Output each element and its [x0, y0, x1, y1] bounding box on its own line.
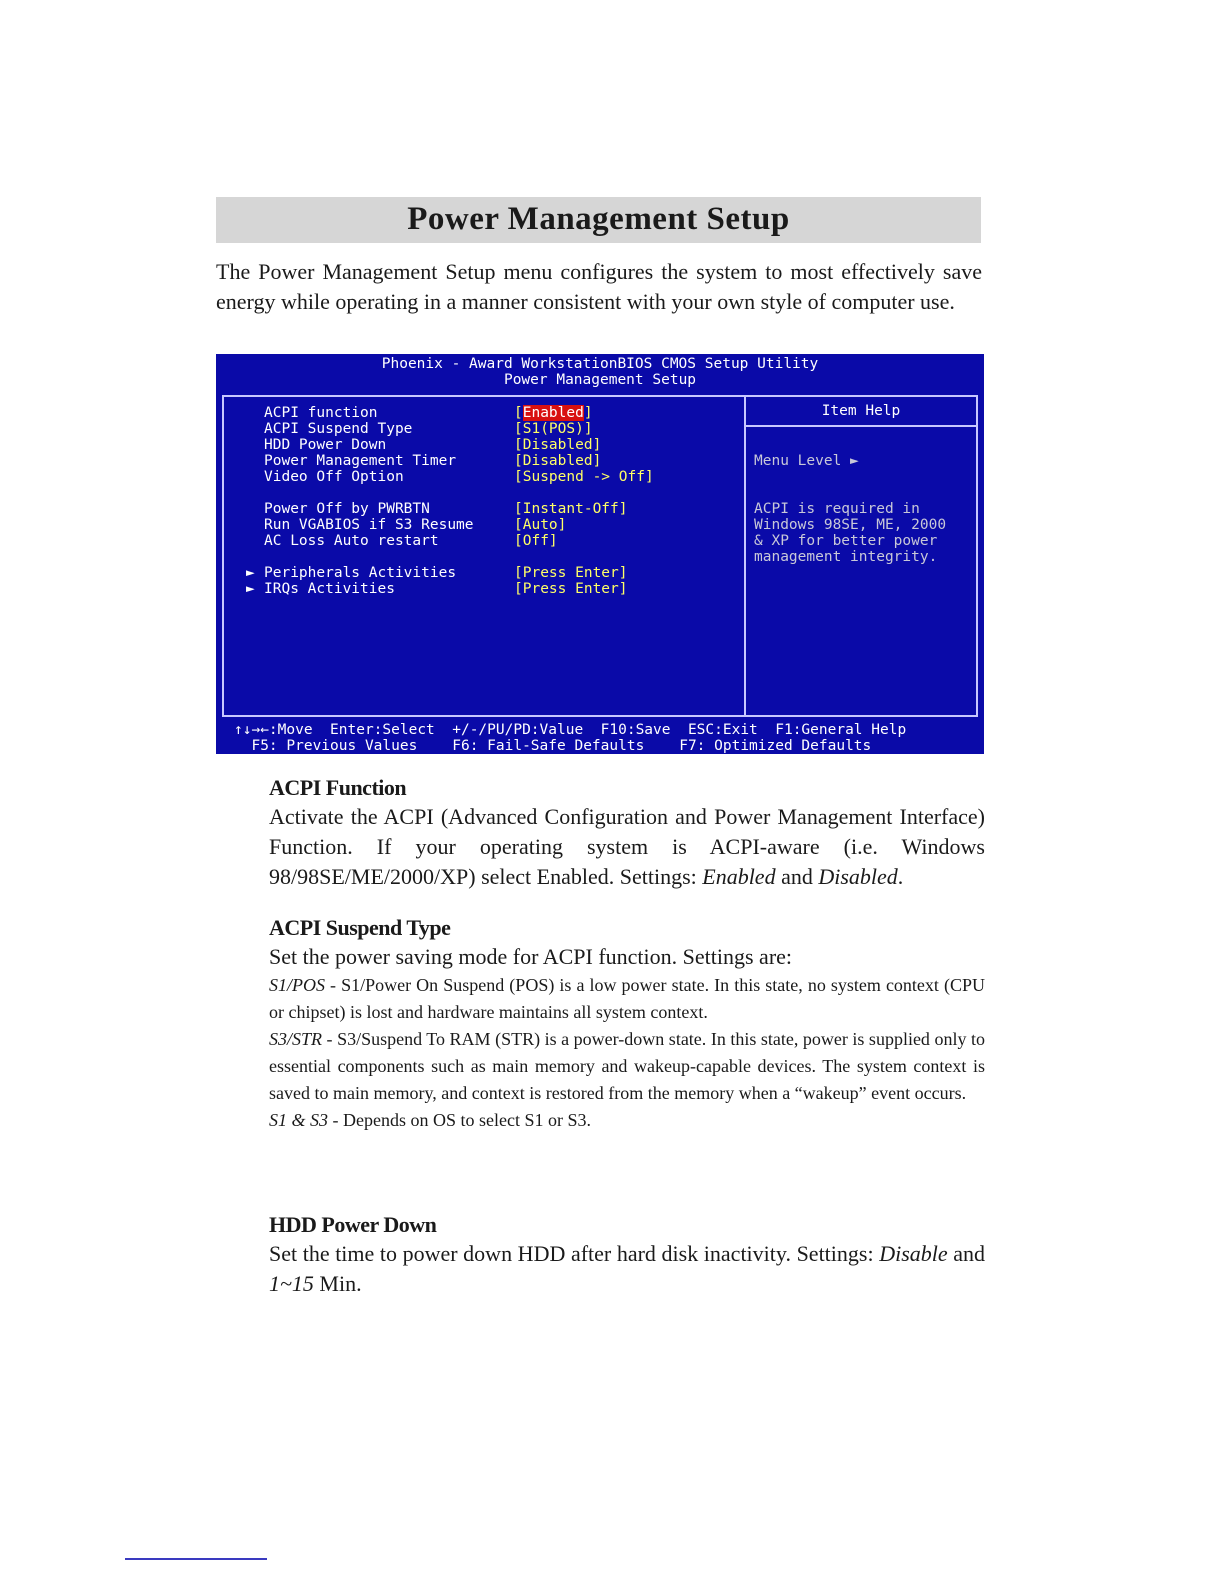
submenu-arrow-icon: ► [246, 565, 255, 581]
bios-item-acpi-suspend-type[interactable] [224, 421, 744, 437]
section-intro: Set the power saving mode for ACPI function. Settings are: [269, 944, 793, 969]
intro-paragraph: The Power Management Setup menu configures the system to most effectively save energy while operating in a manner consistent with your own style of computer use. [216, 259, 982, 314]
bios-item-label: ACPI Suspend Type [264, 421, 413, 437]
option-text: - S3/Suspend To RAM (STR) is a power-down state. In this state, power is supplied only to essential components such as main memory and wakeup-capable devices. The system context is saved to main memory, and context is restored from the memory when a “wakeup” event occurs. [269, 1029, 985, 1103]
bios-screen [216, 354, 984, 754]
option-term: S1 & S3 [269, 1110, 329, 1130]
option-s3 [269, 1026, 985, 1107]
option-s1-s3 [269, 1107, 985, 1134]
bios-header-subtitle: Power Management Setup [503, 372, 697, 388]
body-text: Activate the ACPI (Advanced Configuration and Power Management Interface) Function. If your operating system is ACPI-aware (i.e. Windows 98/98SE/ME/2000/XP) select Enabled. Settings: [269, 804, 985, 889]
selected-value[interactable]: Enabled [522, 405, 584, 421]
page-title-bar [216, 197, 981, 243]
bios-divider [744, 397, 746, 715]
bios-item-label: Video Off Option [264, 469, 404, 485]
body-text: Set the time to power down HDD after hard disk inactivity. Settings: [269, 1241, 880, 1266]
option-term: S1/POS [269, 975, 325, 995]
option-text: - S1/Power On Suspend (POS) is a low power state. In this state, no system context (CPU or chipset) is lost and hardware maintains all system context. [269, 975, 985, 1022]
bios-footer-defaults: F5: Previous Values F6: Fail-Safe Defaults F7: Optimized Defaults [234, 738, 872, 754]
bios-item-power-management-timer[interactable] [224, 453, 744, 469]
item-help-text: ACPI is required in Windows 98SE, ME, 2000 & XP for better power management integrity. [754, 501, 947, 565]
menu-level: Menu Level ► [754, 453, 859, 469]
body-text: Min. [313, 1271, 362, 1296]
section-acpi-function [269, 774, 985, 892]
option-term: S3/STR [269, 1029, 323, 1049]
setting-option: Enabled [702, 864, 776, 889]
bios-item-value[interactable]: [Auto] [514, 517, 567, 533]
submenu-arrow-icon: ► [246, 581, 255, 597]
footnote-rule [125, 1558, 267, 1560]
bios-item-value[interactable]: [Press Enter] [514, 565, 628, 581]
setting-option: Disabled [818, 864, 898, 889]
option-s1 [269, 972, 985, 1026]
body-text: and [775, 864, 819, 889]
setting-option: Disable [879, 1241, 948, 1266]
setting-option: 1~15 [269, 1271, 314, 1296]
body-text: . [897, 864, 904, 889]
bios-item-value[interactable]: [Press Enter] [514, 581, 628, 597]
section-acpi-suspend-type [269, 914, 985, 1134]
bios-item-value[interactable]: [Instant-Off] [514, 501, 628, 517]
bios-item-label: Power Management Timer [264, 453, 457, 469]
bios-item-hdd-power-down[interactable] [224, 437, 744, 453]
bios-item-run-vgabios[interactable] [224, 517, 744, 533]
bios-item-video-off-option[interactable] [224, 469, 744, 485]
bios-item-label: Run VGABIOS if S3 Resume [264, 517, 474, 533]
bios-item-label: HDD Power Down [264, 437, 387, 453]
bios-item-value[interactable]: [S1(POS)] [514, 421, 593, 437]
section-body [269, 1239, 985, 1299]
bios-footer-keys: ↑↓→←:Move Enter:Select +/-/PU/PD:Value F10:Save ESC:Exit F1:General Help [234, 722, 907, 738]
bios-item-value[interactable]: [Suspend -> Off] [514, 469, 654, 485]
section-heading: ACPI Function [269, 775, 407, 800]
bios-item-ac-loss-auto-restart[interactable] [224, 533, 744, 549]
bios-item-label: Peripherals Activities [264, 565, 457, 581]
section-hdd-power-down [269, 1211, 985, 1299]
bios-item-label: IRQs Activities [264, 581, 395, 597]
bios-item-value[interactable]: [Off] [514, 533, 558, 549]
bios-item-value[interactable]: [Disabled] [514, 437, 602, 453]
bios-item-label: ACPI function [264, 405, 378, 421]
item-help-title: Item Help [746, 397, 976, 427]
bios-item-irqs-activities[interactable] [224, 581, 744, 597]
suspend-options [269, 972, 985, 1134]
page-title: Power Management Setup [407, 201, 790, 237]
bios-item-label: Power Off by PWRBTN [264, 501, 430, 517]
body-text: and [947, 1241, 986, 1266]
option-text: - Depends on OS to select S1 or S3. [328, 1110, 591, 1130]
bios-item-label: AC Loss Auto restart [264, 533, 439, 549]
bios-item-value[interactable]: [Disabled] [514, 453, 602, 469]
bios-item-value[interactable]: [Enabled] [514, 405, 593, 421]
section-body [269, 802, 985, 892]
bios-header-title: Phoenix - Award WorkstationBIOS CMOS Setup Utility [381, 356, 819, 372]
section-heading: HDD Power Down [269, 1212, 437, 1237]
bios-item-acpi-function[interactable] [224, 405, 744, 421]
bios-frame [222, 395, 978, 717]
bios-item-peripherals-activities[interactable] [224, 565, 744, 581]
item-help-body [754, 437, 974, 581]
section-heading: ACPI Suspend Type [269, 915, 451, 940]
bios-item-power-off-by-pwrbtn[interactable] [224, 501, 744, 517]
